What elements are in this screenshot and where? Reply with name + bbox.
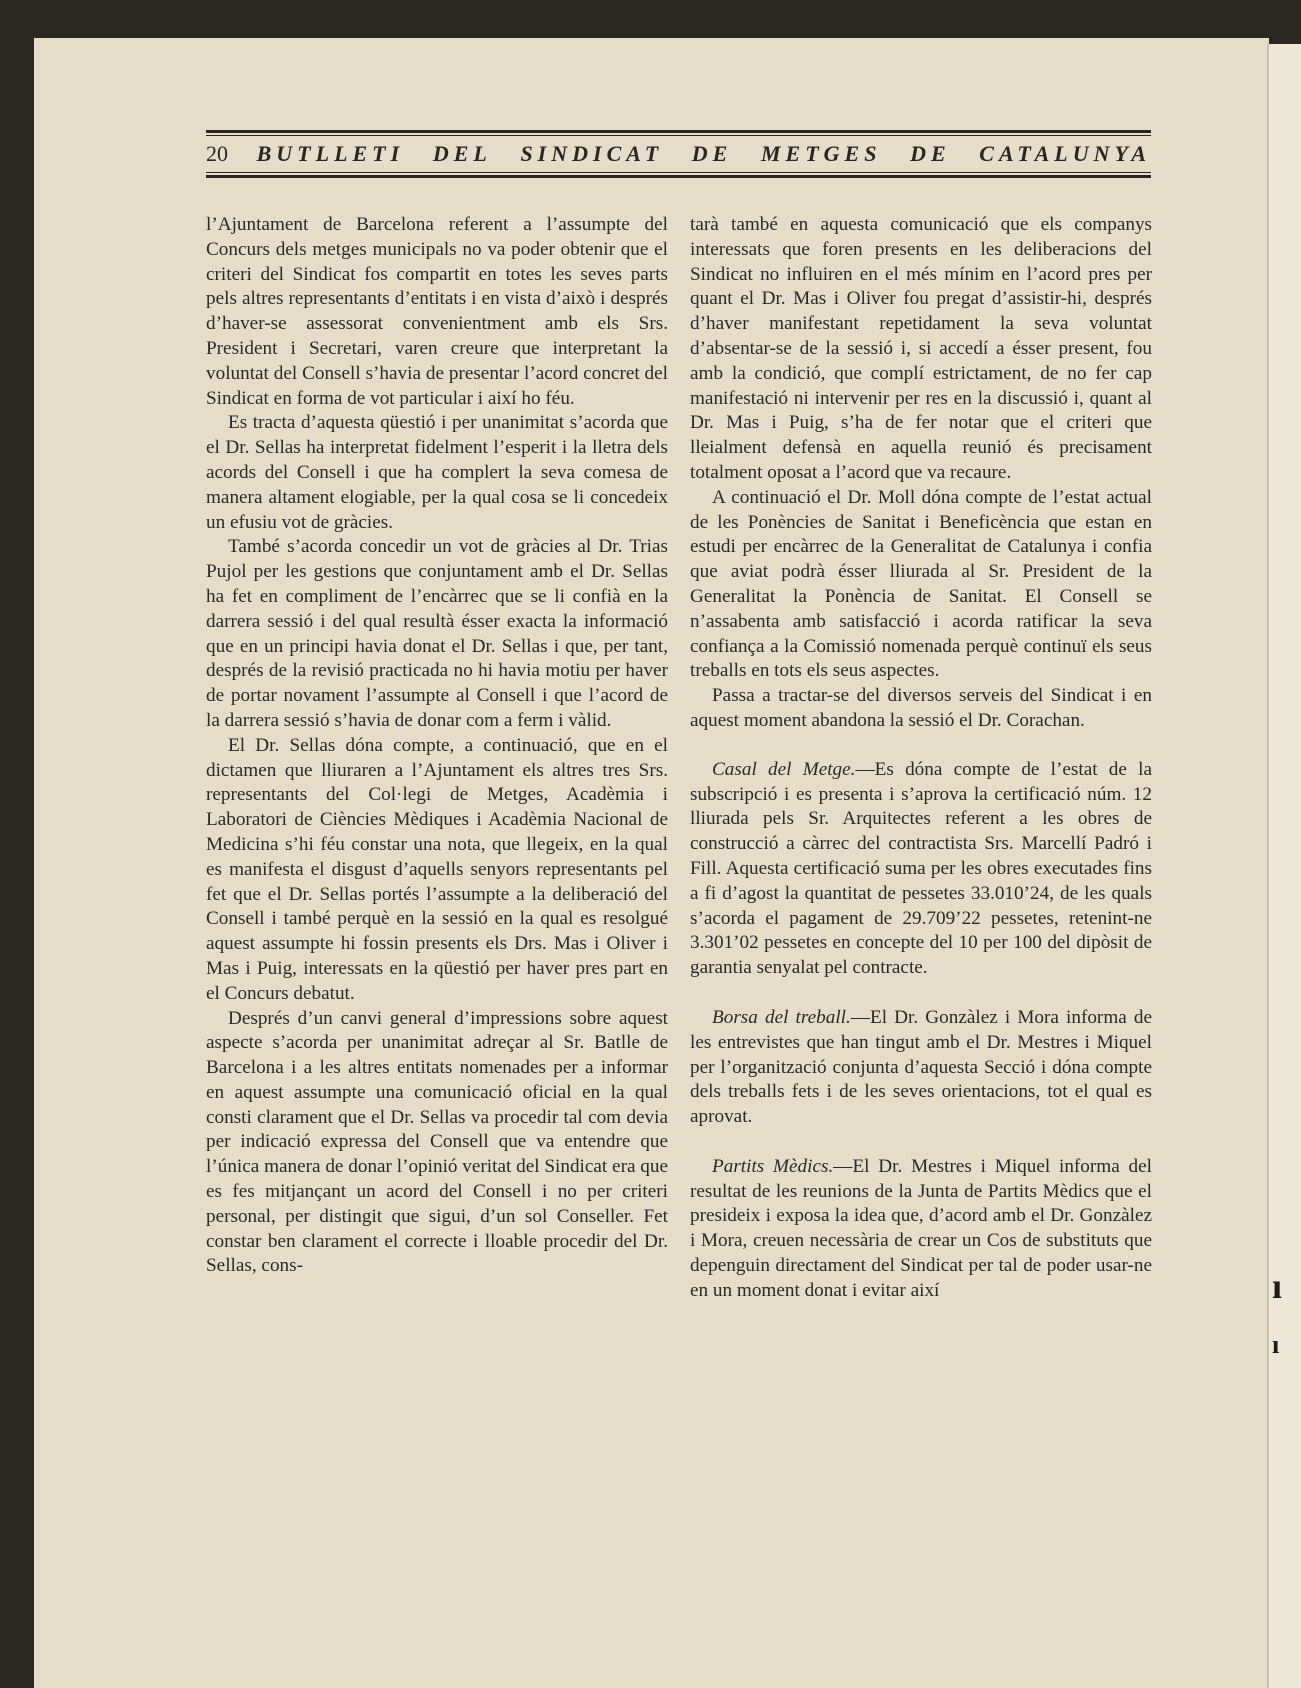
running-header <box>206 130 1151 182</box>
section-title: Partits Mèdics. <box>712 1155 834 1177</box>
paragraph: A continuació el Dr. Moll dóna compte de l’estat actual de les Ponències de Sanitat i Beneficència que estan en estudi per encàrrec de la Generalitat de Catalunya i confia que aviat podrà ésser lliurada al Sr. President de la Generalitat la Ponència de Sanitat. El Consell se n’assabenta amb satisfacció i acorda ratificar la seva confiança a la Comissió nomenada perquè continuï els seus treballs en tots els seus aspectes. <box>690 486 1152 682</box>
section-partits-medics <box>690 1155 1152 1304</box>
paragraph: Es tracta d’aquesta qüestió i per unanimitat s’acorda que el Dr. Sellas ha interpretat fidelment l’esperit i la lletra dels acords del Consell i que ha complert la seva comesa de manera altament elogiable, per la qual cosa se li concedeix un efusiu vot de gràcies. <box>206 412 668 533</box>
header-word: CATALUNYA <box>979 141 1151 166</box>
paragraph: l’Ajuntament de Barcelona referent a l’assumpte del Concurs dels metges municipals no va poder obtenir que el criteri del Sindicat fos compartit en totes les seves parts pels altres representants d’entitats i en vista d’això i després d’haver-se assessorat convenientment amb els Srs. President i Secretari, varen creure que interpretant la voluntat del Consell s’havia de presentar l’acord concret del Sindicat en forma de vot particular i així ho féu. <box>206 214 668 409</box>
left-column <box>206 213 668 1279</box>
section-title: Casal del Metge. <box>712 758 856 780</box>
adjacent-page-edge <box>1267 44 1301 1688</box>
header-word: DEL <box>432 141 492 166</box>
edge-mark-top: ı <box>1272 1266 1283 1306</box>
paragraph: Passa a tractar-se del diversos serveis del Sindicat i en aquest moment abandona la sessió el Dr. Corachan. <box>690 685 1152 731</box>
paragraph: Després d’un canvi general d’impressions sobre aquest aspecte s’acorda per unanimitat adreçar al Sr. Batlle de Barcelona i a les altres entitats nomenades per a informar en aquest assumpte una comunicació oficial en la qual consti clarament que el Dr. Sellas va procedir tal com devia per indicació expressa del Consell que va entendre que l’única manera de donar l’opinió veritat del Sindicat era que es fes mitjançant un acord del Consell i no per criteri personal, per distingit que sigui, d’un sol Conseller. Fet constar ben clarament el correcte i lloable procedir del Dr. Sellas, cons- <box>206 1007 668 1277</box>
header-rule-top-thin <box>206 135 1151 136</box>
paragraph: El Dr. Sellas dóna compte, a continuació, que en el dictamen que lliuraren a l’Ajuntament els altres tres Srs. representants del Col·legi de Metges, Acadèmia i Laboratori de Ciències Mèdiques i Acadèmia Nacional de Medicina s’hi féu constar una nota, que llegeix, en la qual es manifesta el disgust d’aquells senyors representants pel fet que el Dr. Sellas portés l’assumpte a la deliberació del Consell i també perquè en la sessió en la qual es resolgué aquest assumpte hi fossin presents els Drs. Mas i Oliver i Mas i Puig, interessats en la qüestió per haver pres part en el Concurs debatut. <box>206 734 668 1004</box>
section-borsa-del-treball <box>690 1006 1152 1130</box>
header-rule-bottom <box>206 175 1151 178</box>
header-rule-bottom-thin <box>206 172 1151 173</box>
section-casal-del-metge <box>690 758 1152 981</box>
header-word: DE <box>910 141 951 166</box>
page-number: 20 <box>206 141 228 166</box>
header-rule-top <box>206 130 1151 133</box>
header-word: SINDICAT <box>520 141 664 166</box>
section-text: —El Dr. Mestres i Miquel informa del resultat de les reunions de la Junta de Partits Mèdics que el presideix i exposa la idea que, d’acord amb el Dr. Gonzàlez i Mora, creuen necessària de crear un Cos de substituts que depenguin directament del Sindicat per tal de poder usar-ne en un moment donat i evitar així <box>690 1155 1152 1301</box>
paragraph: tarà també en aquesta comunicació que els companys interessats que foren presents en les deliberacions del Sindicat no influiren en el més mínim en l’acord pres per quant el Dr. Mas i Oliver fou pregat d’assistir-hi, després d’haver manifestant repetidament la seva voluntat d’absentar-se de la sessió i, si accedí a ésser present, fou amb la condició, que complí estrictament, de no fer cap manifestació ni intervenir per res en la discussió i, quant al Dr. Mas i Puig, s’ha de fer notar que el criteri que lleialment defensà en aquella reunió és precisament totalment oposat a l’acord que va recaure. <box>690 214 1152 483</box>
header-title-row <box>206 140 1151 168</box>
section-text: —Es dóna compte de l’estat de la subscripció i es presenta i s’aprova la certificació núm. 12 lliurada pels Sr. Arquitectes referent a les obres de construcció a càrrec del contractista Srs. Marcellí Padró i Fill. Aquesta certificació suma per les obres executades fins a fi d’agost la quantitat de pessetes 33.010’24, de les quals s’acorda el pagament de 29.709’22 pessetes, retenint-ne 3.301’02 pessetes en concepte del 10 per 100 del dipòsit de garantia senyalat pel contracte. <box>690 758 1152 979</box>
header-word: BUTLLETI <box>256 141 405 166</box>
edge-mark-bottom: ı <box>1272 1330 1280 1359</box>
header-word: METGES <box>760 141 882 166</box>
right-column <box>690 213 1152 1304</box>
section-title: Borsa del treball. <box>712 1006 851 1028</box>
section-text: —El Dr. Gonzàlez i Mora informa de les entrevistes que han tingut amb el Dr. Mestres i Miquel per l’organització conjunta d’aquesta Secció i dóna compte dels treballs fets i de les seves orientacions, tot el qual es aprovat. <box>690 1006 1152 1128</box>
header-word: DE <box>691 141 733 166</box>
paragraph: També s’acorda concedir un vot de gràcies al Dr. Trias Pujol per les gestions que conjuntament amb el Dr. Sellas ha fet en compliment de l’encàrrec que se li confià en la darrera sessió i del qual resultà ésser exacta la informació que en un principi havia donat el Dr. Sellas i que, per tant, després de la revisió practicada no hi havia motiu per haver de portar novament l’assumpte al Consell i que l’acord de la darrera sessió s’havia de donar com a ferm i vàlid. <box>206 536 668 731</box>
